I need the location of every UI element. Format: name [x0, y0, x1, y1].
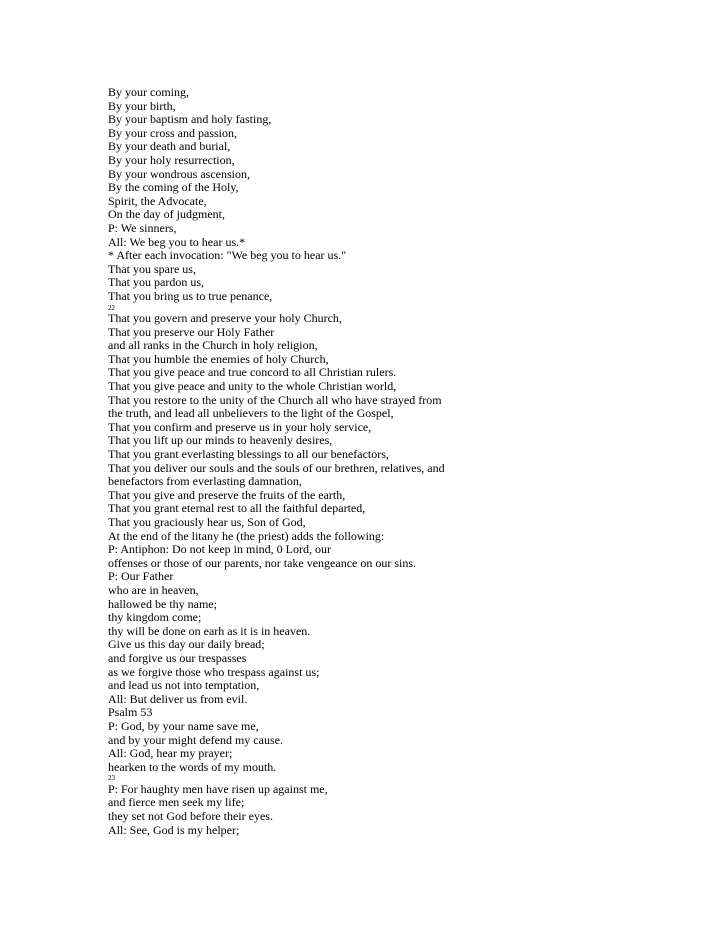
text-line: By your wondrous ascension,	[108, 166, 250, 181]
text-line: On the day of judgment,	[108, 207, 225, 222]
text-line: P: Antiphon: Do not keep in mind, 0 Lord, our	[108, 542, 331, 557]
page-number: 22	[108, 303, 115, 312]
text-line: By your cross and passion,	[108, 125, 237, 140]
text-line: That you confirm and preserve us in your holy service,	[108, 419, 372, 434]
text-line: * After each invocation: "We beg you to hear us."	[108, 248, 347, 263]
text-line: Spirit, the Advocate,	[108, 193, 207, 208]
text-line: All: See, God is my helper;	[108, 822, 240, 837]
text-line: That you lift up our minds to heavenly desires,	[108, 433, 333, 448]
text-line: offenses or those of our parents, nor take vengeance on our sins.	[108, 555, 417, 570]
text-line: P: For haughty men have risen up against me,	[108, 781, 328, 796]
text-line: and forgive us our trespasses	[108, 650, 247, 665]
text-line: hallowed be thy name;	[108, 596, 217, 611]
text-line: hearken to the words of my mouth.	[108, 759, 277, 774]
text-line: and by your might defend my cause.	[108, 732, 283, 747]
text-line: and fierce men seek my life;	[108, 795, 245, 810]
text-line: That you humble the enemies of holy Church,	[108, 351, 329, 366]
text-line: By your coming,	[108, 85, 189, 99]
text-line: P: Our Father	[108, 569, 174, 584]
text-line: By the coming of the Holy,	[108, 180, 239, 195]
text-line: and lead us not into temptation,	[108, 678, 260, 693]
text-line: That you give and preserve the fruits of the earth,	[108, 487, 346, 502]
text-line: That you spare us,	[108, 261, 196, 276]
text-line: That you govern and preserve your holy Church,	[108, 311, 342, 326]
text-line: By your baptism and holy fasting,	[108, 112, 272, 127]
text-line: thy kingdom come;	[108, 610, 202, 625]
text-line: All: We beg you to hear us.*	[108, 234, 246, 249]
text-line: who are in heaven,	[108, 582, 199, 597]
text-line: By your birth,	[108, 98, 176, 113]
text-line: That you give peace and unity to the whole Christian world,	[108, 379, 397, 394]
text-line: That you pardon us,	[108, 275, 204, 290]
text-line: All: God, hear my prayer;	[108, 746, 233, 761]
text-line: the truth, and lead all unbelievers to the light of the Gospel,	[108, 406, 394, 421]
text-line: That you preserve our Holy Father	[108, 324, 275, 339]
text-line: That you graciously hear us, Son of God,	[108, 515, 306, 529]
text-line: At the end of the litany he (the priest) adds the following:	[108, 528, 385, 543]
text-line: That you deliver our souls and the souls of our brethren, relatives, and	[108, 460, 445, 475]
text-line: they set not God before their eyes.	[108, 809, 273, 824]
text-line: That you grant everlasting blessings to all our benefactors,	[108, 447, 389, 462]
text-line: thy will be done on earh as it is in heaven.	[108, 623, 311, 638]
text-line: That you bring us to true penance,	[108, 288, 273, 303]
litany-text-block	[108, 86, 708, 837]
text-line: Give us this day our daily bread;	[108, 637, 265, 652]
text-line: By your holy resurrection,	[108, 152, 235, 167]
text-line: P: God, by your name save me,	[108, 718, 259, 733]
text-line: By your death and burial,	[108, 139, 231, 154]
text-line: That you restore to the unity of the Church all who have strayed from	[108, 392, 442, 407]
text-line: P: We sinners,	[108, 220, 177, 235]
text-line: and all ranks in the Church in holy religion,	[108, 338, 318, 353]
text-line: Psalm 53	[108, 705, 153, 720]
text-line: That you give peace and true concord to all Christian rulers.	[108, 365, 397, 380]
text-line: That you grant eternal rest to all the faithful departed,	[108, 501, 366, 516]
text-line: as we forgive those who trespass against us;	[108, 664, 320, 679]
text-line: benefactors from everlasting damnation,	[108, 474, 302, 489]
page-number: 23	[108, 774, 115, 783]
text-line: All: But deliver us from evil.	[108, 691, 248, 706]
